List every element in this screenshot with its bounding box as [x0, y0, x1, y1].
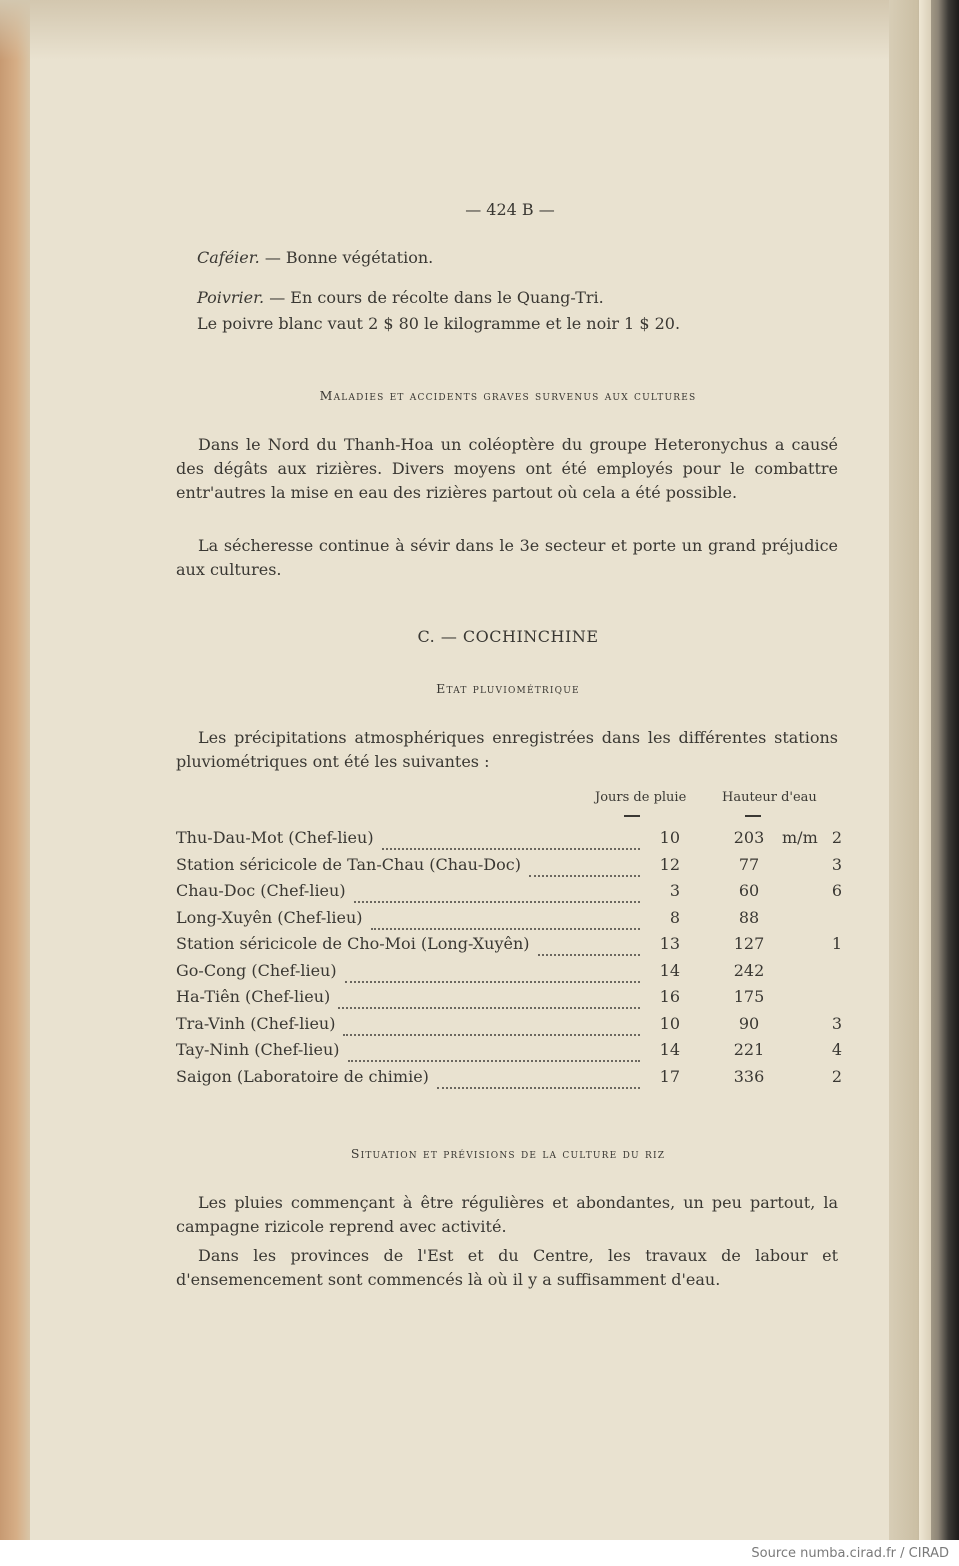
rain-height: 60 — [738, 881, 760, 900]
rain-days: 14 — [659, 1040, 680, 1059]
cafeier-line — [197, 246, 837, 270]
col-height-header: Hauteur d'eau — [722, 790, 817, 805]
rain-height: 90 — [738, 1014, 760, 1033]
rain-days: 10 — [659, 828, 680, 847]
table-row — [176, 855, 846, 879]
table-row — [176, 828, 846, 852]
rain-height: 88 — [738, 908, 760, 927]
dot-leader — [382, 830, 640, 850]
rain-days: 13 — [659, 934, 680, 953]
table-row — [176, 881, 846, 905]
height-decimal: 1 — [831, 934, 842, 953]
col-days-header: Jours de pluie — [595, 790, 687, 805]
height-decimal: 2 — [831, 1067, 842, 1086]
station-name: Station séricicole de Tan-Chau (Chau-Doc) — [176, 855, 521, 874]
source-credit: Source numba.cirad.fr / CIRAD — [751, 1546, 949, 1561]
dot-leader — [538, 936, 640, 956]
page-fold — [919, 0, 931, 1540]
table-row — [176, 1014, 846, 1038]
height-decimal: 3 — [831, 855, 842, 874]
dot-leader — [348, 1042, 640, 1062]
cafeier-label: Caféier. — [197, 248, 260, 267]
station-name: Chau-Doc (Chef-lieu) — [176, 881, 346, 900]
height-decimal: 6 — [831, 881, 842, 900]
maladies-para-2: La sécheresse continue à sévir dans le 3e secteur et porte un grand préjudice aux cultures. — [176, 536, 838, 579]
dot-leader — [529, 857, 640, 877]
station-name: Long-Xuyên (Chef-lieu) — [176, 908, 363, 927]
dot-leader — [338, 989, 640, 1009]
height-unit: m/m — [782, 828, 818, 847]
page-top-shade — [0, 0, 959, 60]
rain-height: 175 — [733, 987, 765, 1006]
station-name: Saigon (Laboratoire de chimie) — [176, 1067, 429, 1086]
height-decimal: 3 — [831, 1014, 842, 1033]
riz-para-1: Les pluies commençant à être régulières et abondantes, un peu partout, la campagne rizicole reprend avec activité. — [176, 1193, 838, 1236]
col-days-dash — [624, 815, 640, 817]
dot-leader — [343, 1016, 640, 1036]
rain-height: 221 — [733, 1040, 765, 1059]
dot-leader — [437, 1069, 640, 1089]
riz-heading: Situation et prévisions de la culture du riz — [350, 1146, 666, 1161]
maladies-heading: Maladies et accidents graves survenus aux cultures — [319, 388, 697, 403]
station-name: Thu-Dau-Mot (Chef-lieu) — [176, 828, 374, 847]
rain-height: 127 — [733, 934, 765, 953]
height-decimal: 4 — [831, 1040, 842, 1059]
maladies-para-1: Dans le Nord du Thanh-Hoa un coléoptère du groupe Heteronychus a causé des dégâts aux rizières. Divers moyens ont été employés pour le combattre entr'autres la mise en eau des rizières partout où cela a été possible. — [176, 435, 838, 502]
dot-leader — [371, 910, 640, 930]
height-decimal: 2 — [831, 828, 842, 847]
rain-days: 12 — [659, 855, 680, 874]
dot-leader — [345, 963, 640, 983]
table-row — [176, 908, 846, 932]
rain-days: 17 — [659, 1067, 680, 1086]
page-number: — 424 B — — [465, 200, 555, 219]
table-row — [176, 987, 846, 1011]
table-row — [176, 961, 846, 985]
table-row — [176, 1040, 846, 1064]
station-name: Go-Cong (Chef-lieu) — [176, 961, 337, 980]
table-row — [176, 934, 846, 958]
rain-days: 14 — [659, 961, 680, 980]
station-name: Tay-Ninh (Chef-lieu) — [176, 1040, 340, 1059]
poivre-price: Le poivre blanc vaut 2 $ 80 le kilogramme et le noir 1 $ 20. — [197, 314, 681, 333]
rain-days: 10 — [659, 1014, 680, 1033]
pluvio-intro: Les précipitations atmosphériques enregistrées dans les différentes stations pluviométriques ont été les suivantes : — [176, 728, 838, 771]
rain-days: 16 — [659, 987, 680, 1006]
page-left-edge — [0, 0, 30, 1540]
station-name: Tra-Vinh (Chef-lieu) — [176, 1014, 336, 1033]
rain-days: 8 — [669, 908, 680, 927]
rain-height: 242 — [733, 961, 765, 980]
poivrier-text: — En cours de récolte dans le Quang-Tri. — [264, 288, 604, 307]
col-height-dash — [745, 815, 761, 817]
station-name: Station séricicole de Cho-Moi (Long-Xuyên) — [176, 934, 530, 953]
dot-leader — [354, 883, 640, 903]
rain-days: 3 — [669, 881, 680, 900]
rain-height: 77 — [738, 855, 760, 874]
table-row — [176, 1067, 846, 1091]
riz-para-2: Dans les provinces de l'Est et du Centre, les travaux de labour et d'ensemencement sont commencés là où il y a suffisamment d'eau. — [176, 1246, 838, 1289]
rain-height: 203 — [733, 828, 765, 847]
station-name: Ha-Tiên (Chef-lieu) — [176, 987, 331, 1006]
poivrier-line — [197, 286, 837, 310]
rain-height: 336 — [733, 1067, 765, 1086]
cochinchine-heading: C. — COCHINCHINE — [417, 627, 599, 646]
cafeier-text: — Bonne végétation. — [259, 248, 434, 267]
pluvio-subheading: Etat pluviométrique — [436, 681, 580, 696]
poivrier-label: Poivrier. — [197, 288, 265, 307]
